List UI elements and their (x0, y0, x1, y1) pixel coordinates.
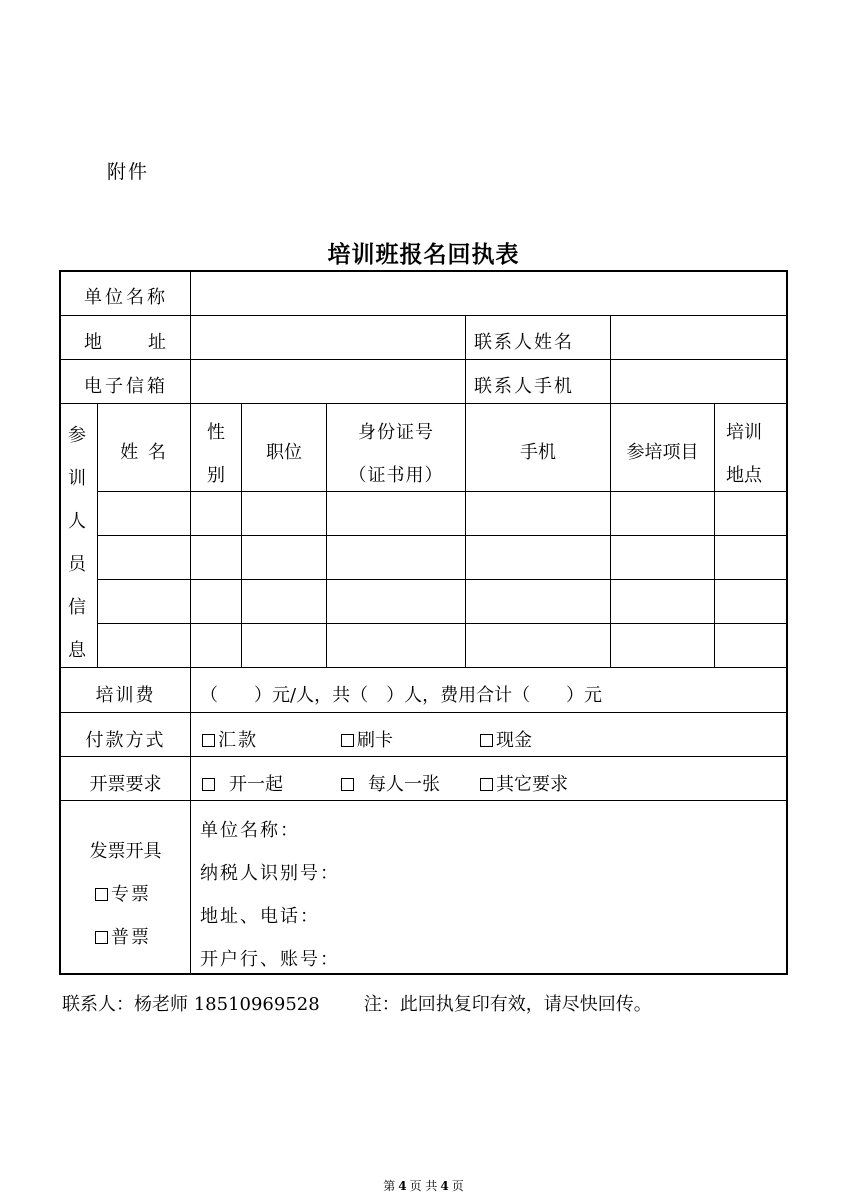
invoice-type-label: 普票 (111, 927, 151, 948)
col-divider (465, 315, 466, 403)
contact-name-field[interactable] (612, 317, 785, 358)
participants-side-char: 训 (68, 468, 86, 489)
address-label-b: 址 (148, 332, 166, 353)
checkbox-icon[interactable] (480, 734, 493, 747)
participants-side-char: 员 (68, 554, 86, 575)
note-text: 注：此回执复印有效，请尽快回传。 (363, 994, 652, 1015)
email-label: 电子信箱 (84, 376, 168, 397)
header-gender: 性 (207, 422, 225, 443)
address-field[interactable] (192, 317, 464, 358)
email-field[interactable] (192, 361, 464, 402)
unit-name-label: 单位名称 (84, 287, 168, 308)
payment-option-label: 汇款 (218, 730, 258, 751)
fee-label: 培训费 (95, 685, 156, 706)
invoice-field-unit: 单位名称： (200, 820, 300, 841)
invoice-req-option-each[interactable] (341, 774, 440, 796)
table-border-bottom (59, 973, 788, 975)
row-divider (59, 359, 788, 360)
contact-phone-field[interactable] (612, 361, 785, 402)
address-label-a: 地 (84, 332, 102, 353)
form-title: 培训班报名回执表 (327, 241, 520, 268)
row-divider (97, 623, 788, 624)
col-divider (190, 270, 191, 403)
row-divider (59, 315, 788, 316)
invoice-field-bank-account: 开户行、账号： (200, 949, 340, 970)
header-id-note: （证书用） (348, 465, 444, 486)
header-place: 地点 (726, 465, 762, 486)
participants-side-char: 息 (68, 640, 86, 661)
header-gender: 别 (207, 465, 225, 486)
row-divider (97, 491, 788, 492)
checkbox-icon[interactable] (341, 734, 354, 747)
unit-name-field[interactable] (192, 272, 785, 314)
header-position: 职位 (266, 442, 302, 463)
invoice-field-address-phone: 地址、电话： (200, 906, 320, 927)
payment-option-cash[interactable] (480, 730, 532, 752)
header-name: 姓 名 (120, 442, 168, 463)
row-divider (59, 800, 788, 801)
footer-text: 页 (451, 1179, 464, 1193)
page-number: 4 (398, 1179, 407, 1193)
invoice-req-option-label: 开一起 (229, 774, 283, 795)
total-pages: 4 (440, 1179, 449, 1193)
page-footer (0, 1177, 847, 1194)
checkbox-icon[interactable] (95, 888, 108, 901)
footer-text: 页 共 (409, 1179, 438, 1193)
attachment-label: 附件 (107, 161, 150, 183)
checkbox-icon[interactable] (341, 778, 354, 791)
participants-side-char: 信 (68, 597, 86, 618)
participants-side-char: 人 (68, 511, 86, 532)
payment-option-label: 现金 (496, 730, 532, 751)
header-id-number: 身份证号 (358, 422, 434, 443)
checkbox-icon[interactable] (95, 931, 108, 944)
invoice-type-label: 专票 (111, 884, 151, 905)
payment-option-label: 刷卡 (357, 730, 393, 751)
invoice-req-label: 开票要求 (89, 774, 162, 795)
invoice-req-option-label: 每人一张 (368, 774, 440, 795)
fee-text: （ ）元/人，共（ ）人，费用合计（ ）元 (200, 685, 603, 706)
checkbox-icon[interactable] (202, 778, 215, 791)
invoice-label: 发票开具 (89, 841, 162, 862)
participants-side-char: 参 (68, 425, 86, 446)
payment-option-transfer[interactable] (202, 730, 258, 752)
contact-name-label: 联系人姓名 (474, 332, 574, 353)
contact-person: 联系人：杨老师 18510969528 (62, 994, 320, 1015)
row-divider (59, 403, 788, 404)
contact-line (62, 990, 652, 1016)
payment-option-card[interactable] (341, 730, 393, 752)
row-divider (59, 756, 788, 757)
row-divider (59, 712, 788, 713)
row-divider (59, 667, 788, 668)
invoice-field-tax-id: 纳税人识别号： (200, 863, 340, 884)
contact-phone-label: 联系人手机 (474, 376, 574, 397)
invoice-req-option-other[interactable] (480, 774, 568, 796)
row-divider (97, 535, 788, 536)
header-mobile: 手机 (520, 442, 556, 463)
col-divider (190, 667, 191, 974)
invoice-type-normal[interactable] (95, 927, 151, 949)
invoice-type-special[interactable] (95, 884, 151, 906)
header-project: 参培项目 (626, 442, 699, 463)
row-divider (97, 579, 788, 580)
invoice-req-option-label: 其它要求 (496, 774, 568, 795)
payment-label: 付款方式 (85, 730, 166, 751)
checkbox-icon[interactable] (480, 778, 493, 791)
invoice-req-option-combined[interactable] (202, 774, 283, 796)
col-divider (610, 315, 611, 403)
footer-text: 第 (383, 1179, 396, 1193)
checkbox-icon[interactable] (202, 734, 215, 747)
table-border-left (59, 270, 61, 975)
header-place: 培训 (726, 422, 762, 443)
